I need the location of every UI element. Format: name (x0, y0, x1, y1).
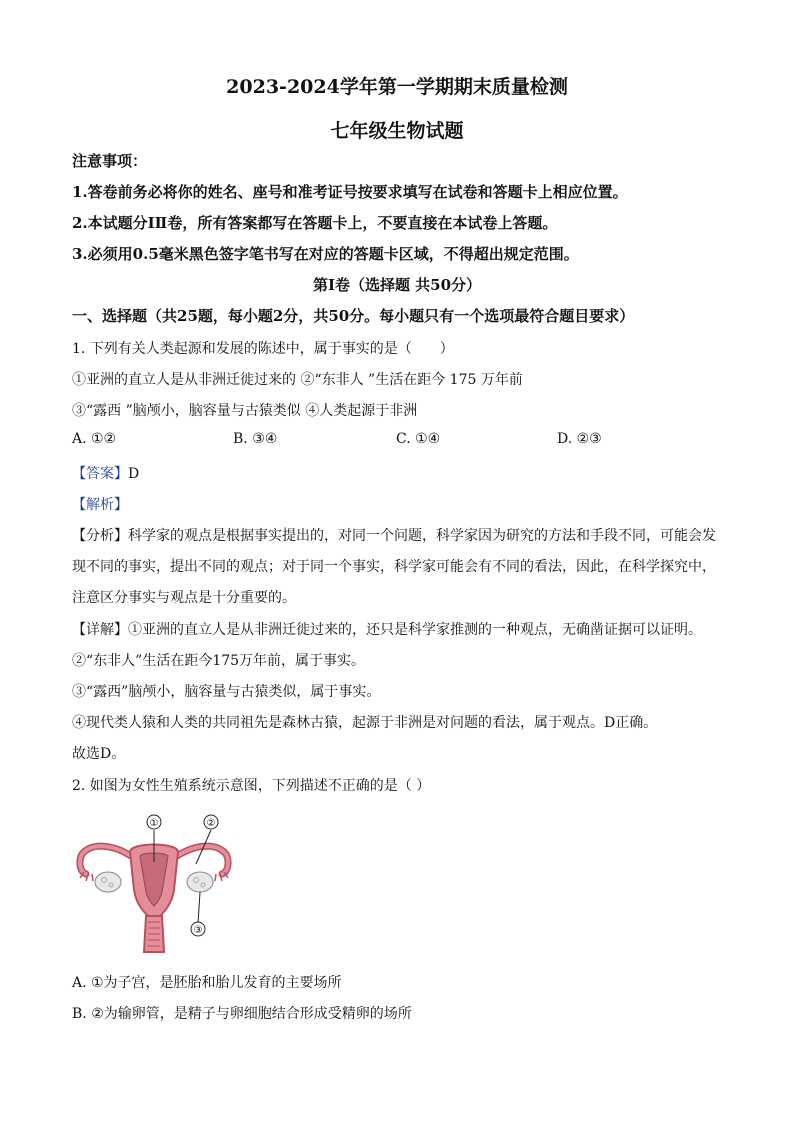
q1-answer (72, 463, 734, 483)
q1-xiangjie-4: ④现代类人猿和人类的共同祖先是森林古猿，起源于非洲是对问题的看法，属于观点。D正确。 (72, 715, 658, 731)
q1-xiangjie-3: ③“露西”脑颅小，脑容量与古猿类似，属于事实。 (72, 684, 381, 700)
notice-heading: 注意事项： (72, 152, 148, 170)
q1-statements-1: ①亚洲的直立人是从非洲迁徙过来的 ②“东非人 ”生活在距今 175 万年前 (72, 372, 523, 388)
diagram-label-1: ① (149, 818, 159, 829)
answer-tag: 【答案】 (72, 466, 128, 482)
analysis-tag: 【解析】 (72, 497, 128, 513)
diagram-label-2: ② (206, 818, 216, 829)
q1-statements-2: ③“露西 ”脑颅小，脑容量与古猿类似 ④人类起源于非洲 (72, 403, 418, 419)
notice-item-1: 1.答卷前务必将你的姓名、座号和准考证号按要求填写在试卷和答题卡上相应位置。 (72, 183, 628, 201)
q1-xiangjie-1 (72, 619, 734, 639)
q2-stem: 2. 如图为女性生殖系统示意图，下列描述不正确的是（ ） (72, 778, 431, 794)
part-title: 第Ⅰ卷（选择题 共50分） (312, 276, 482, 294)
q1-fenxi-2: 现不同的事实，提出不同的观点；对于同一个事实，科学家可能会有不同的看法，因此，在科学探究中， (72, 559, 716, 575)
xiangjie-tag: 【详解】 (72, 622, 128, 638)
exam-title: 2023-2024学年第一学期期末质量检测 (226, 76, 568, 98)
q1-xiangjie-2: ②“东非人”生活在距今175万年前，属于事实。 (72, 653, 366, 669)
ovary-right (187, 872, 213, 892)
exam-subtitle: 七年级生物试题 (330, 120, 464, 142)
q1-option-c: C. ①④ (396, 431, 441, 447)
q1-stem: 1. 下列有关人类起源和发展的陈述中，属于事实的是（ ） (72, 341, 454, 357)
answer-value: D (128, 466, 140, 482)
q2-option-a: A. ①为子宫，是胚胎和胎儿发育的主要场所 (72, 975, 342, 991)
section-heading: 一、选择题（共25题，每小题2分，共50分。每小题只有一个选项最符合题目要求） (72, 307, 635, 325)
q1-option-a: A. ①② (72, 431, 117, 447)
q1-fenxi-3: 注意区分事实与观点是十分重要的。 (72, 590, 296, 606)
fenxi-text-1: 科学家的观点是根据事实提出的，对同一个问题，科学家因为研究的方法和手段不同，可能会发 (128, 528, 716, 544)
notice-item-2: 2.本试题分ⅠⅡ卷，所有答案都写在答题卡上，不要直接在本试卷上答题。 (72, 214, 558, 232)
q1-option-d: D. ②③ (557, 431, 602, 447)
female-reproductive-system-diagram (74, 812, 234, 954)
q1-conclusion: 故选D。 (72, 746, 126, 762)
xiangjie-text-1: ①亚洲的直立人是从非洲迁徙过来的，还只是科学家推测的一种观点，无确凿证据可以证明。 (128, 622, 702, 638)
q2-option-b: B. ②为输卵管，是精子与卵细胞结合形成受精卵的场所 (72, 1006, 412, 1022)
q1-option-b: B. ③④ (233, 431, 278, 447)
notice-item-3: 3.必须用0.5毫米黑色签字笔书写在对应的答题卡区域，不得超出规定范围。 (72, 245, 579, 263)
ovary-left (95, 872, 121, 892)
fenxi-tag: 【分析】 (72, 528, 128, 544)
q1-fenxi-1 (72, 525, 734, 545)
diagram-label-3: ③ (193, 925, 203, 936)
